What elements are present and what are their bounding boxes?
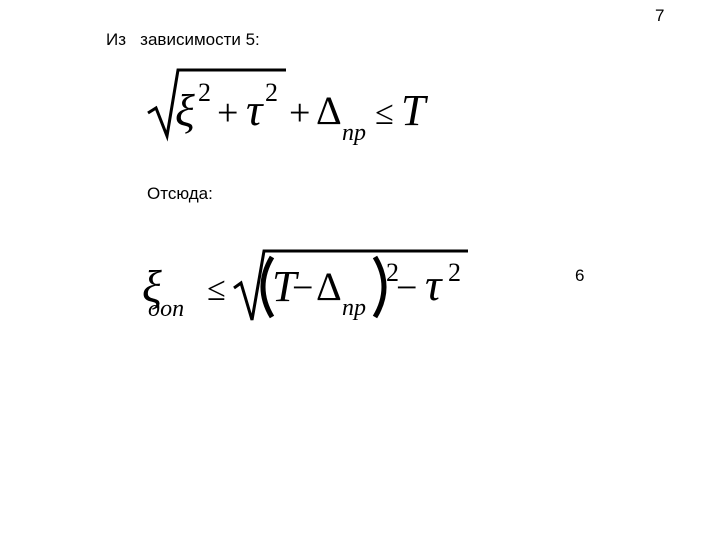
exponent: 2 — [386, 258, 399, 287]
xi-symbol: ξ — [142, 261, 162, 312]
minus-sign: − — [396, 267, 418, 309]
formula-inequality-1 — [148, 70, 429, 146]
leq-sign: ≤ — [207, 271, 226, 308]
delta-symbol: Δ — [316, 264, 342, 309]
formula-number: 6 — [575, 266, 585, 285]
plus-sign: + — [289, 92, 311, 134]
tau-symbol: τ — [425, 259, 442, 310]
t-symbol: T — [401, 86, 426, 135]
delta-subscript: пр — [342, 120, 366, 146]
exponent: 2 — [198, 78, 211, 107]
plus-sign: + — [217, 92, 239, 134]
minus-sign: − — [292, 267, 314, 309]
exponent: 2 — [448, 258, 461, 287]
page-number: 7 — [655, 6, 665, 25]
xi-symbol: ξ — [175, 85, 195, 136]
delta-subscript: пр — [342, 295, 366, 321]
xi-subscript: доп — [148, 296, 185, 322]
intro-text: Из зависимости 5: — [106, 30, 260, 49]
close-parenthesis — [375, 257, 384, 317]
formula-inequality-2 — [142, 251, 468, 322]
leq-sign: ≤ — [375, 95, 394, 132]
t-symbol: T — [272, 262, 297, 311]
exponent: 2 — [265, 78, 278, 107]
tau-symbol: τ — [246, 84, 263, 135]
delta-symbol: Δ — [316, 88, 342, 133]
result-label: Отсюда: — [147, 184, 213, 203]
open-parenthesis — [263, 257, 272, 317]
